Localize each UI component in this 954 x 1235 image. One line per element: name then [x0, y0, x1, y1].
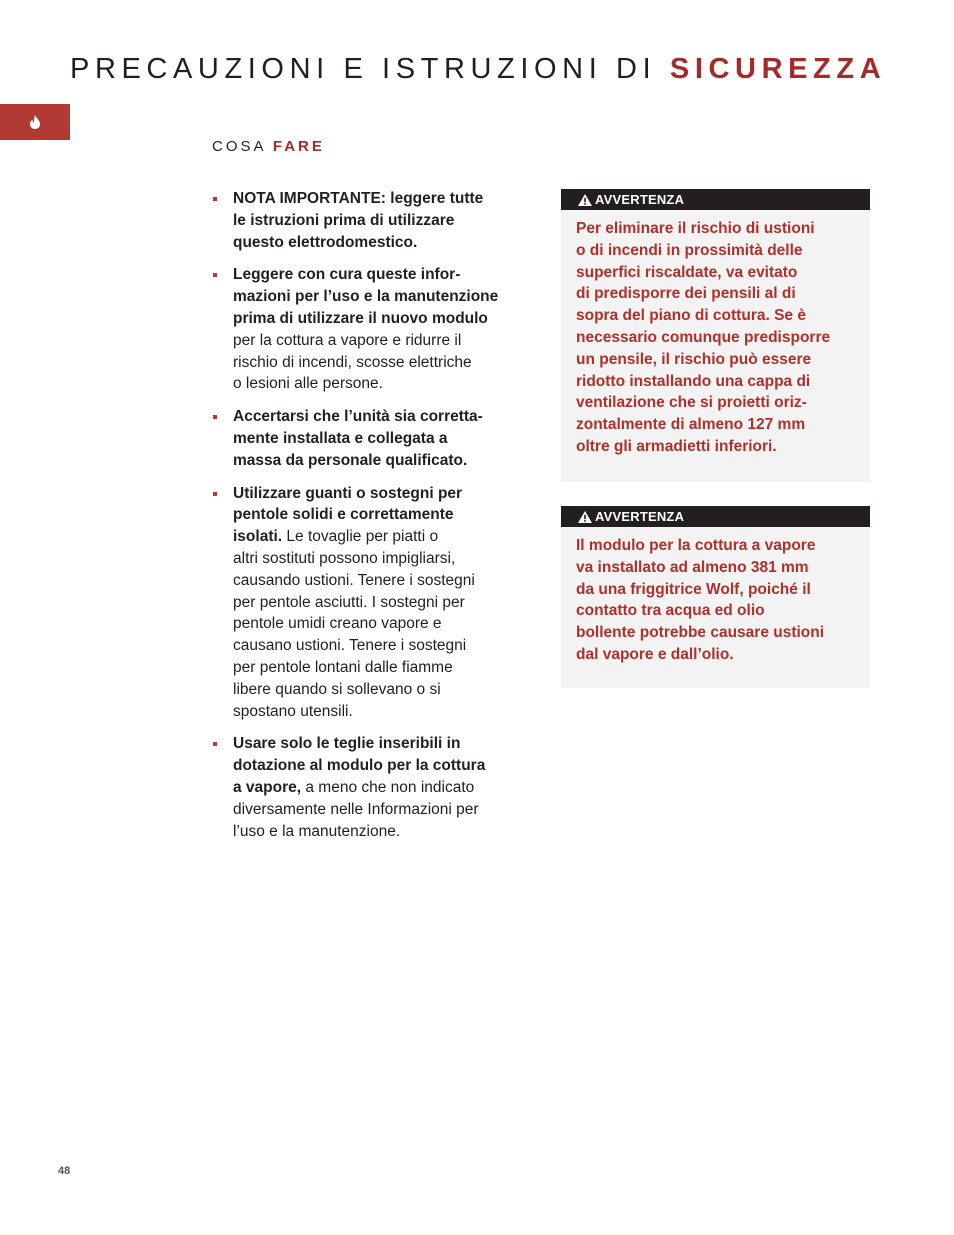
bullet-item — [212, 188, 534, 253]
bullet-normal-text — [233, 332, 472, 393]
warning-line: Per eliminare il rischio di ustioni — [576, 220, 815, 237]
page-title-plain: PRECAUZIONI E ISTRUZIONI DI — [70, 53, 670, 86]
page-title — [70, 53, 930, 86]
bullet-bold-text — [233, 190, 483, 251]
warning-line: un pensile, il rischio può essere — [576, 350, 812, 368]
bullet-normal-line: Le tovaglie per piatti o — [282, 528, 439, 546]
bullet-bold-line: mente installata e collegata a — [233, 429, 448, 447]
bullet-normal-line: o lesioni alle persone. — [233, 375, 383, 393]
warning-line: da una friggitrice Wolf, poiché il — [576, 580, 811, 598]
warning-line: bollente potrebbe causare ustioni — [576, 624, 825, 642]
bullet-square-icon — [213, 273, 217, 277]
bullet-square-icon — [213, 197, 217, 201]
bullet-bold-line: le istruzioni prima di utilizzare — [233, 211, 455, 229]
bullet-normal-line: altri sostituti possono impigliarsi, — [233, 549, 456, 567]
warning-triangle-icon — [578, 194, 592, 206]
bullet-bold-line: a vapore, — [233, 778, 302, 796]
bullet-item — [212, 483, 534, 723]
warning-text — [561, 527, 870, 666]
section-heading-plain: COSA — [212, 138, 273, 155]
bullet-normal-line: spostano utensili. — [233, 702, 353, 720]
bullet-bold-line: massa da personale qualificato. — [233, 451, 468, 469]
warning-triangle-icon — [578, 511, 592, 523]
bullet-normal-line: per pentole lontani dalle fiamme — [233, 658, 453, 676]
warning-box-2 — [561, 506, 870, 688]
bullet-normal-line: causano ustioni. Tenere i sostegni — [233, 637, 467, 655]
bullet-normal-line: a meno che non indicato — [301, 778, 475, 796]
bullet-normal-line: l’uso e la manutenzione. — [233, 822, 401, 840]
section-tab — [0, 104, 70, 140]
section-heading — [212, 138, 325, 155]
warning-header — [561, 189, 870, 210]
bullet-normal-line: pentole umidi creano vapore e — [233, 615, 442, 633]
warning-line: ventilazione che si proietti oriz- — [576, 394, 807, 412]
bullet-bold-line: NOTA IMPORTANTE: leggere tutte — [233, 190, 484, 207]
bullet-bold-line: pentole solidi e correttamente — [233, 506, 454, 524]
warning-line: di predisporre dei pensili al di — [576, 285, 796, 303]
bullet-item — [212, 733, 534, 842]
warning-line: Il modulo per la cottura a vapore — [576, 537, 816, 554]
bullet-normal-line: per pentole asciutti. I sostegni per — [233, 593, 465, 611]
warning-label: AVVERTENZA — [595, 509, 685, 524]
bullet-item — [212, 406, 534, 471]
bullet-bold-line: dotazione al modulo per la cottura — [233, 757, 486, 775]
warning-line: ridotto installando una cappa di — [576, 372, 811, 390]
bullet-square-icon — [213, 415, 217, 419]
warning-label: AVVERTENZA — [595, 192, 685, 207]
flame-icon — [29, 115, 41, 129]
bullet-bold-text — [233, 266, 498, 327]
warning-line: dal vapore e dall’olio. — [576, 645, 734, 663]
warning-line: contatto tra acqua ed olio — [576, 602, 765, 620]
bullet-bold-text — [233, 408, 483, 469]
warning-line: o di incendi in prossimità delle — [576, 241, 803, 259]
warning-line: sopra del piano di cottura. Se è — [576, 307, 806, 325]
bullet-bold-line: Accertarsi che l’unità sia corretta- — [233, 408, 483, 426]
bullet-normal-text — [233, 528, 475, 719]
warning-line: va installato ad almeno 381 mm — [576, 558, 809, 576]
warning-text — [561, 210, 870, 458]
warning-line: oltre gli armadietti inferiori. — [576, 437, 777, 455]
warning-line: zontalmente di almeno 127 mm — [576, 416, 806, 434]
bullet-bold-line: Utilizzare guanti o sostegni per — [233, 484, 463, 502]
bullet-bold-line: questo elettrodomestico. — [233, 233, 418, 251]
page-title-accent: SICUREZZA — [669, 53, 887, 86]
warning-line: superfici riscaldate, va evitato — [576, 263, 798, 281]
bullet-normal-line: rischio di incendi, scosse elettriche — [233, 353, 472, 371]
bullet-bold-line: mazioni per l’uso e la manutenzione — [233, 288, 499, 306]
bullet-bold-line: isolati. — [233, 528, 283, 546]
bullet-normal-line: per la cottura a vapore e ridurre il — [233, 331, 462, 349]
section-heading-accent: FARE — [272, 138, 325, 155]
warning-line: necessario comunque predisporre — [576, 328, 831, 346]
bullet-normal-line: diversamente nelle Informazioni per — [233, 800, 479, 818]
page-number: 48 — [58, 1165, 71, 1177]
bullet-bold-line: Leggere con cura queste infor- — [233, 266, 461, 284]
bullet-square-icon — [213, 492, 217, 496]
bullet-normal-line: libere quando si sollevano o si — [233, 680, 441, 698]
safety-bullet-list — [212, 188, 534, 853]
bullet-bold-line: Usare solo le teglie inseribili in — [233, 735, 461, 753]
bullet-square-icon — [213, 742, 217, 746]
bullet-item — [212, 264, 534, 395]
bullet-bold-line: prima di utilizzare il nuovo modulo — [233, 309, 488, 327]
warning-box-1 — [561, 189, 870, 482]
bullet-normal-line: causando ustioni. Tenere i sostegni — [233, 571, 475, 589]
warning-header — [561, 506, 870, 527]
